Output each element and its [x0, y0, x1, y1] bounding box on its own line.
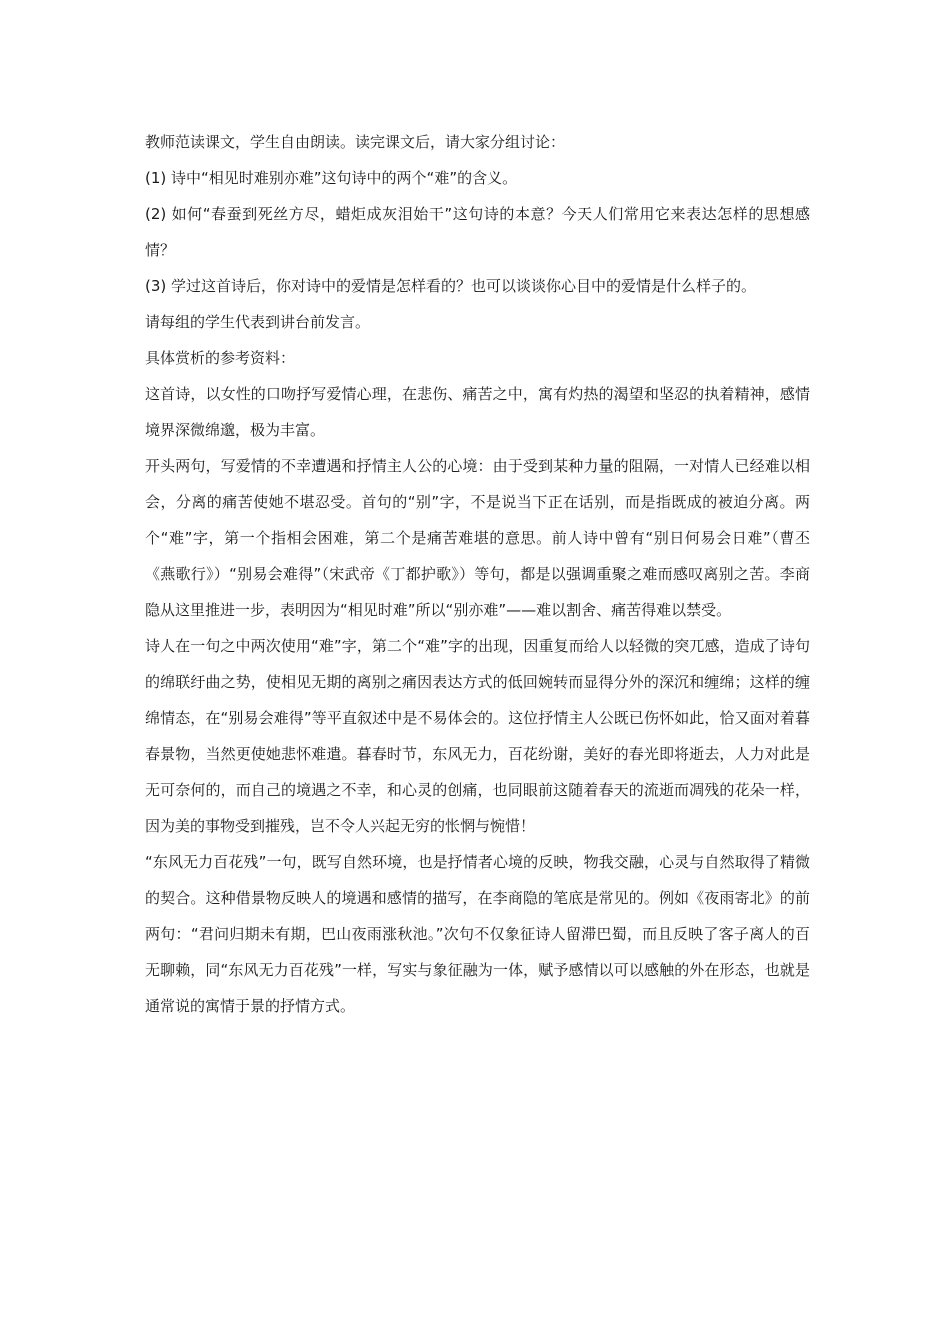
question-3: (3) 学过这首诗后，你对诗中的爱情是怎样看的？也可以谈谈你心目中的爱情是什么样子的。: [145, 277, 757, 295]
paragraph-analysis-3: 诗人在一句之中两次使用“难”字，第二个“难”字的出现，因重复而给人以轻微的突兀感，造成了诗句的绵联纡曲之势，使相见无期的离别之痛因表达方式的低回婉转而显得分外的深沉和缠绵；这样的缠绵情态，在“别易会难得”等平直叙述中是不易体会的。这位抒情主人公既已伤怀如此，恰又面对着暮春景物，当然更使她悲怀难遣。暮春时节，东风无力，百花纷谢，美好的春光即将逝去，人力对此是无可奈何的，而自己的境遇之不幸，和心灵的创痛，也同眼前这随着春天的流逝而凋残的花朵一样，因为美的事物受到摧残，岂不令人兴起无穷的怅惘与惋惜！: [145, 637, 810, 835]
paragraph-instruction: 请每组的学生代表到讲台前发言。: [145, 313, 371, 331]
question-2: (2) 如何“春蚕到死丝方尽，蜡炬成灰泪始干”这句诗的本意？今天人们常用它来表达怎样的思想感情？: [145, 205, 810, 259]
paragraph-analysis-1: 这首诗，以女性的口吻抒写爱情心理，在悲伤、痛苦之中，寓有灼热的渴望和坚忍的执着精神，感情境界深微绵邈，极为丰富。: [145, 385, 810, 439]
paragraph-intro: 教师范读课文，学生自由朗读。读完课文后，请大家分组讨论：: [145, 133, 566, 151]
paragraph-analysis-2: 开头两句，写爱情的不幸遭遇和抒情主人公的心境：由于受到某种力量的阻隔，一对情人已经难以相会，分离的痛苦使她不堪忍受。首句的“别”字，不是说当下正在话别，而是指既成的被迫分离。两个“难”字，第一个指相会困难，第二个是痛苦难堪的意思。前人诗中曾有“别日何易会日难”（曹丕《燕歌行》）“别易会难得”（宋武帝《丁都护歌》）等句，都是以强调重聚之难而感叹离别之苦。李商隐从这里推进一步，表明因为“相见时难”所以“别亦难”——难以割舍、痛苦得难以禁受。: [145, 457, 810, 619]
paragraph-analysis-4: “东风无力百花残”一句，既写自然环境，也是抒情者心境的反映，物我交融，心灵与自然取得了精微的契合。这种借景物反映人的境遇和感情的描写，在李商隐的笔底是常见的。例如《夜雨寄北》的前两句：“君问归期未有期，巴山夜雨涨秋池。”次句不仅象征诗人留滞巴蜀，而且反映了客子离人的百无聊赖，同“东风无力百花残”一样，写实与象征融为一体，赋予感情以可以感触的外在形态，也就是通常说的寓情于景的抒情方式。: [145, 853, 810, 1015]
document-body: [145, 124, 810, 1024]
question-1: (1) 诗中“相见时难别亦难”这句诗中的两个“难”的含义。: [145, 169, 518, 187]
paragraph-reference-heading: 具体赏析的参考资料：: [145, 349, 296, 367]
